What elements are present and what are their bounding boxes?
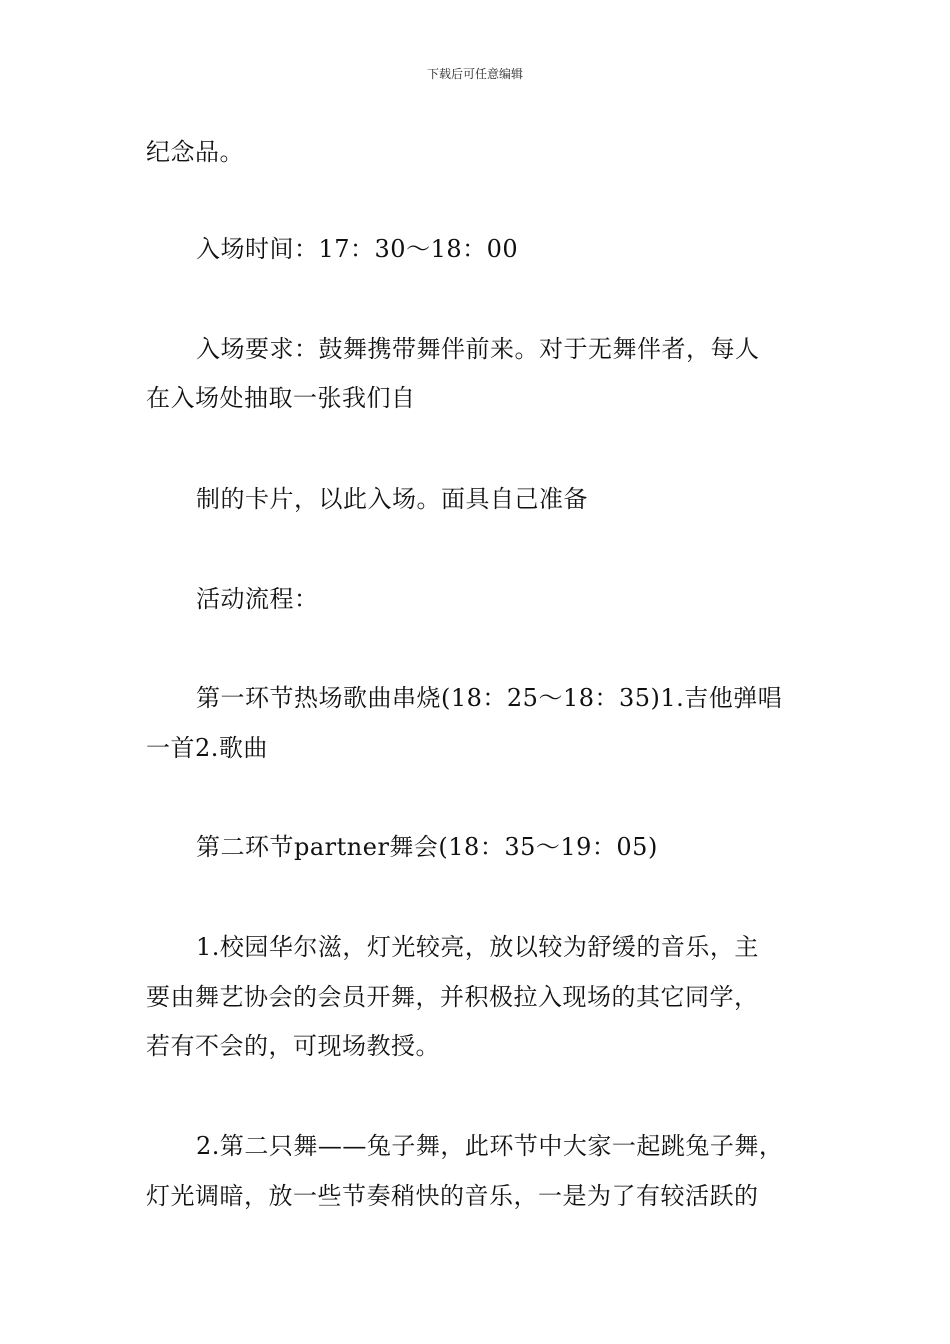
text-line: 一首2.歌曲 [146,734,268,762]
text-line: 活动流程： [196,585,319,613]
text-line: 纪念品。 [146,138,244,166]
text-line: 入场要求：鼓舞携带舞伴前来。对于无舞伴者，每人 [196,335,760,363]
text-line: 入场时间：17：30～18：00 [196,235,519,263]
text-line: 1.校园华尔滋，灯光较亮，放以较为舒缓的音乐，主 [196,933,759,961]
text-line: 若有不会的，可现场教授。 [146,1032,440,1060]
text-line: 第一环节热场歌曲串烧(18：25～18：35)1.吉他弹唱 [196,684,783,712]
text-line: 在入场处抽取一张我们自 [146,384,416,412]
text-line: 第二环节partner舞会(18：35～19：05) [196,833,658,861]
text-line: 要由舞艺协会的会员开舞，并积极拉入现场的其它同学， [146,983,759,1011]
page-header: 下载后可任意编辑 [426,67,523,81]
text-line: 2.第二只舞——兔子舞，此环节中大家一起跳兔子舞， [196,1132,784,1160]
text-line: 灯光调暗，放一些节奏稍快的音乐，一是为了有较活跃的 [146,1182,759,1210]
text-line: 制的卡片，以此入场。面具自己准备 [196,485,588,513]
